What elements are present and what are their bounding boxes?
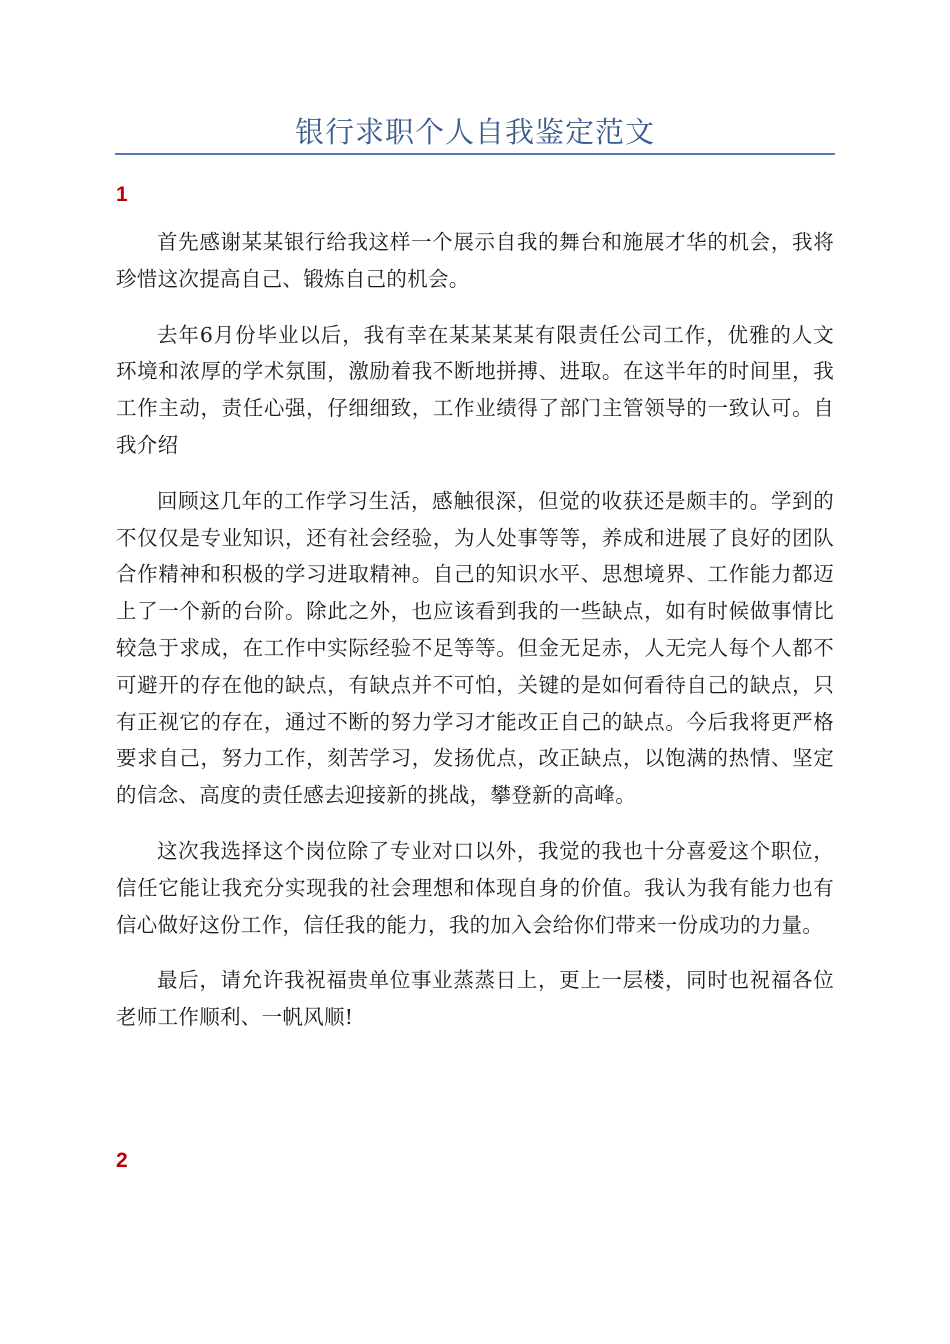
paragraph-5: 最后，请允许我祝福贵单位事业蒸蒸日上，更上一层楼，同时也祝福各位老师工作顺利、一帆风顺! [116, 968, 834, 1030]
title-underline-rule [115, 153, 835, 155]
document-title: 银行求职个人自我鉴定范文 [294, 115, 655, 149]
section-1-body [116, 224, 834, 1055]
paragraph-2: 去年6月份毕业以后，我有幸在某某某某有限责任公司工作，优雅的人文环境和浓厚的学术氛围，激励着我不断地拼搏、进取。在这半年的时间里，我工作主动，责任心强，仔细细致，工作业绩得了部门主管领导的一致认可。自我介绍 [116, 322, 834, 457]
paragraph-1: 首先感谢某某银行给我这样一个展示自我的舞台和施展才华的机会，我将珍惜这次提高自己、锻炼自己的机会。 [116, 230, 834, 291]
section-number-2: 2 [116, 1149, 128, 1172]
section-number-1: 1 [116, 183, 128, 206]
paragraph-3: 回顾这几年的工作学习生活，感触很深，但觉的收获还是颇丰的。学到的不仅仅是专业知识，还有社会经验，为人处事等等，养成和进展了良好的团队合作精神和积极的学习进取精神。自己的知识水平、思想境界、工作能力都迈上了一个新的台阶。除此之外，也应该看到我的一些缺点，如有时候做事情比较急于求成，在工作中实际经验不足等等。但金无足赤，人无完人每个人都不可避开的存在他的缺点，有缺点并不可怕，关键的是如何看待自己的缺点，只有正视它的存在，通过不断的努力学习才能改正自己的缺点。今后我将更严格要求自己，努力工作，刻苦学习，发扬优点，改正缺点，以饱满的热情、坚定的信念、高度的责任感去迎接新的挑战，攀登新的高峰。 [116, 488, 834, 808]
paragraph-4: 这次我选择这个岗位除了专业对口以外，我觉的我也十分喜爱这个职位，信任它能让我充分实现我的社会理想和体现自身的价值。我认为我有能力也有信心做好这份工作，信任我的能力，我的加入会给你们带来一份成功的力量。 [116, 838, 834, 937]
